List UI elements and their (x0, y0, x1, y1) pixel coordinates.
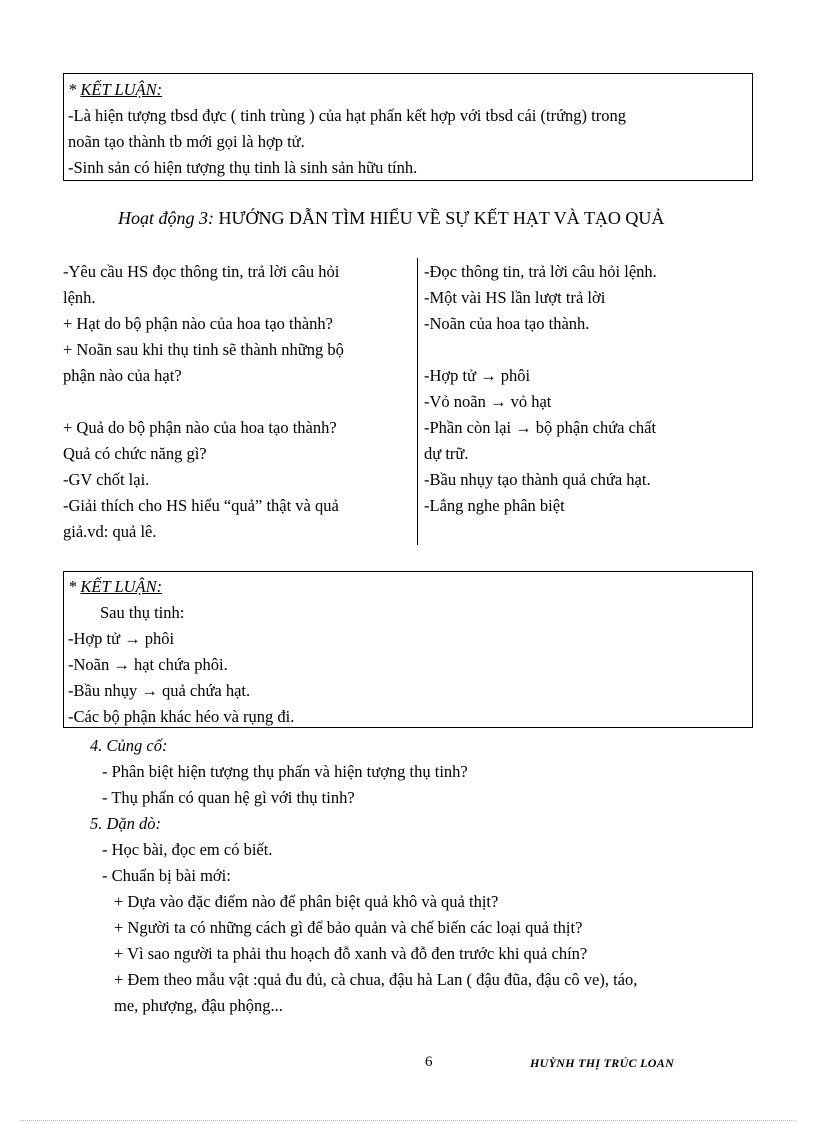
teacher-activity-line: lệnh. (63, 288, 96, 307)
teacher-activity-line: giả.vd: quả lê. (63, 522, 157, 541)
conclusion-1-line: -Sinh sản có hiện tượng thụ tinh là sinh sản hữu tính. (68, 158, 418, 177)
conclusion-1-heading: * KẾT LUẬN: (68, 80, 163, 99)
consolidate-item: - Thụ phấn có quan hệ gì với thụ tinh? (102, 788, 355, 807)
teacher-activity-line: + Quả do bộ phận nào của hoa tạo thành? (63, 418, 337, 437)
conclusion-2-heading: * KẾT LUẬN: (68, 577, 163, 596)
column-divider (417, 258, 418, 545)
student-activity-line: dự trữ. (424, 444, 469, 463)
teacher-activity-line: -Yêu cầu HS đọc thông tin, trả lời câu hỏi (63, 262, 340, 281)
conclusion-1-line: -Là hiện tượng tbsd đực ( tinh trùng ) của hạt phấn kết hợp với tbsd cái (trứng) trong (68, 106, 626, 125)
conclusion-2-line: -Noãn → hạt chứa phôi. (68, 655, 228, 674)
student-activity-line: -Noãn của hoa tạo thành. (424, 314, 590, 333)
homework-heading: 5. Dặn dò: (90, 814, 162, 833)
student-activity-line: -Đọc thông tin, trả lời câu hỏi lệnh. (424, 262, 657, 281)
conclusion-2-line: -Các bộ phận khác héo và rụng đi. (68, 707, 295, 726)
homework-sub-item: + Đem theo mẫu vật :quả đu đủ, cà chua, đậu hà Lan ( đậu đũa, đậu cô ve), táo, (114, 970, 638, 989)
teacher-activity-line: + Noãn sau khi thụ tinh sẽ thành những bộ (63, 340, 344, 359)
conclusion-2-intro: Sau thụ tinh: (100, 603, 185, 622)
homework-sub-item: + Dựa vào đặc điểm nào để phân biệt quả khô và quả thịt? (114, 892, 499, 911)
teacher-activity-line: Quả có chức năng gì? (63, 444, 207, 463)
teacher-activity-line: phận nào của hạt? (63, 366, 182, 385)
homework-sub-item: + Người ta có những cách gì để bảo quản và chế biến các loại quả thịt? (114, 918, 583, 937)
homework-item: - Chuẩn bị bài mới: (102, 866, 231, 885)
page-number: 6 (425, 1054, 433, 1070)
homework-sub-item: me, phượng, đậu phộng... (114, 996, 283, 1015)
conclusion-2-line: -Bầu nhụy → quả chứa hạt. (68, 681, 251, 700)
author-name: HUỲNH THỊ TRÚC LOAN (530, 1056, 675, 1070)
student-activity-line: -Một vài HS lần lượt trả lời (424, 288, 606, 307)
teacher-activity-line: -GV chốt lại. (63, 470, 150, 489)
student-activity-line: -Lắng nghe phân biệt (424, 496, 565, 515)
student-activity-line: -Bầu nhụy tạo thành quả chứa hạt. (424, 470, 651, 489)
student-activity-line: -Phần còn lại → bộ phận chứa chất (424, 418, 657, 437)
homework-item: - Học bài, đọc em có biết. (102, 840, 273, 859)
consolidate-item: - Phân biệt hiện tượng thụ phấn và hiện tượng thụ tinh? (102, 762, 468, 781)
conclusion-1-line: noãn tạo thành tb mới gọi là hợp tử. (68, 132, 305, 151)
teacher-activity-line: + Hạt do bộ phận nào của hoa tạo thành? (63, 314, 334, 333)
teacher-activity-line: -Giải thích cho HS hiểu “quả” thật và quả (63, 496, 339, 515)
page-bottom-divider (20, 1120, 796, 1121)
student-activity-line: -Hợp tử → phôi (424, 366, 531, 385)
student-activity-line: -Vỏ noãn → vỏ hạt (424, 392, 552, 411)
activity-3-heading: Hoạt động 3: HƯỚNG DẪN TÌM HIỂU VỀ SỰ KẾT HẠT VÀ TẠO QUẢ (118, 208, 665, 228)
homework-sub-item: + Vì sao người ta phải thu hoạch đỗ xanh và đỗ đen trước khi quả chín? (114, 944, 588, 963)
conclusion-2-line: -Hợp tử → phôi (68, 629, 175, 648)
consolidate-heading: 4. Củng cố: (90, 736, 168, 755)
